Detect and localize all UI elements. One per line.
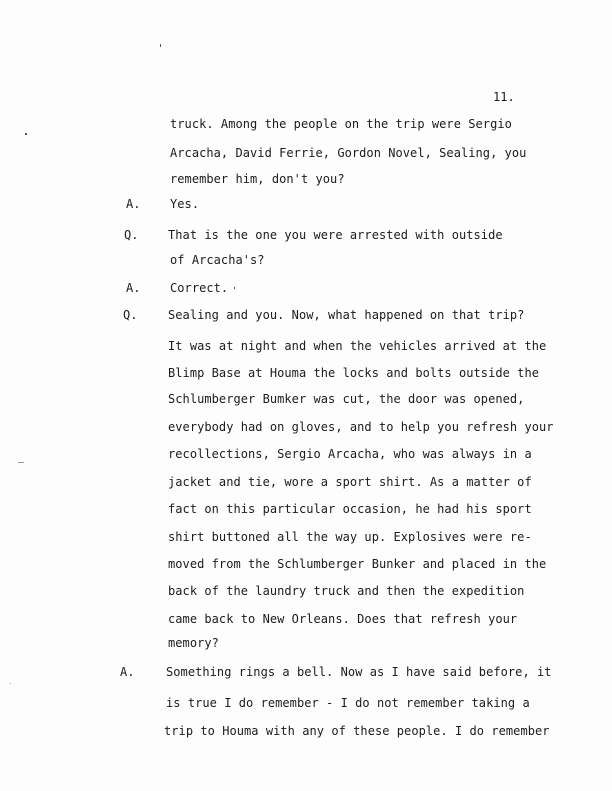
scan-speck [25, 133, 27, 135]
scan-speck [10, 683, 11, 684]
text-line: Arcacha, David Ferrie, Gordon Novel, Sealing, you [170, 146, 527, 160]
text-line: Something rings a bell. Now as I have said before, it [166, 665, 552, 679]
text-line: memory? [168, 636, 219, 650]
text-line: That is the one you were arrested with outside [168, 228, 503, 242]
text-line: is true I do remember - I do not remember taking a [166, 696, 530, 710]
speaker-label: A. [120, 665, 135, 679]
speaker-label: A. [126, 197, 141, 211]
text-line: It was at night and when the vehicles arrived at the [168, 339, 547, 353]
text-line: jacket and tie, wore a sport shirt. As a matter of [168, 475, 532, 489]
text-line: Yes. [170, 197, 200, 211]
speaker-label: Q. [123, 308, 138, 322]
text-line: back of the laundry truck and then the expedition [168, 584, 525, 598]
text-line: Blimp Base at Houma the locks and bolts outside the [168, 366, 540, 380]
text-line: shirt buttoned all the way up. Explosives were re- [168, 530, 532, 544]
text-line: Schlumberger Bumker was cut, the door was opened, [168, 392, 525, 406]
text-line: trip to Houma with any of these people. I do remember [164, 724, 550, 738]
text-line: fact on this particular occasion, he had his sport [168, 502, 532, 516]
text-line: moved from the Schlumberger Bunker and placed in the [168, 557, 547, 571]
text-line: came back to New Orleans. Does that refresh your [168, 612, 518, 626]
text-line: everybody had on gloves, and to help you refresh your [168, 420, 554, 434]
text-line: recollections, Sergio Arcacha, who was always in a [168, 447, 532, 461]
speaker-label: A. [126, 281, 141, 295]
text-line: truck. Among the people on the trip were Sergio [170, 117, 512, 131]
text-line: of Arcacha's? [170, 253, 265, 267]
speaker-label: Q. [124, 228, 139, 242]
scan-speck [18, 462, 24, 463]
scan-speck [160, 44, 161, 47]
scan-speck [234, 287, 235, 289]
text-line: Correct. [170, 281, 229, 295]
page-number: 11. [493, 90, 515, 104]
text-line: remember him, don't you? [170, 172, 345, 186]
text-line: Sealing and you. Now, what happened on that trip? [168, 308, 525, 322]
